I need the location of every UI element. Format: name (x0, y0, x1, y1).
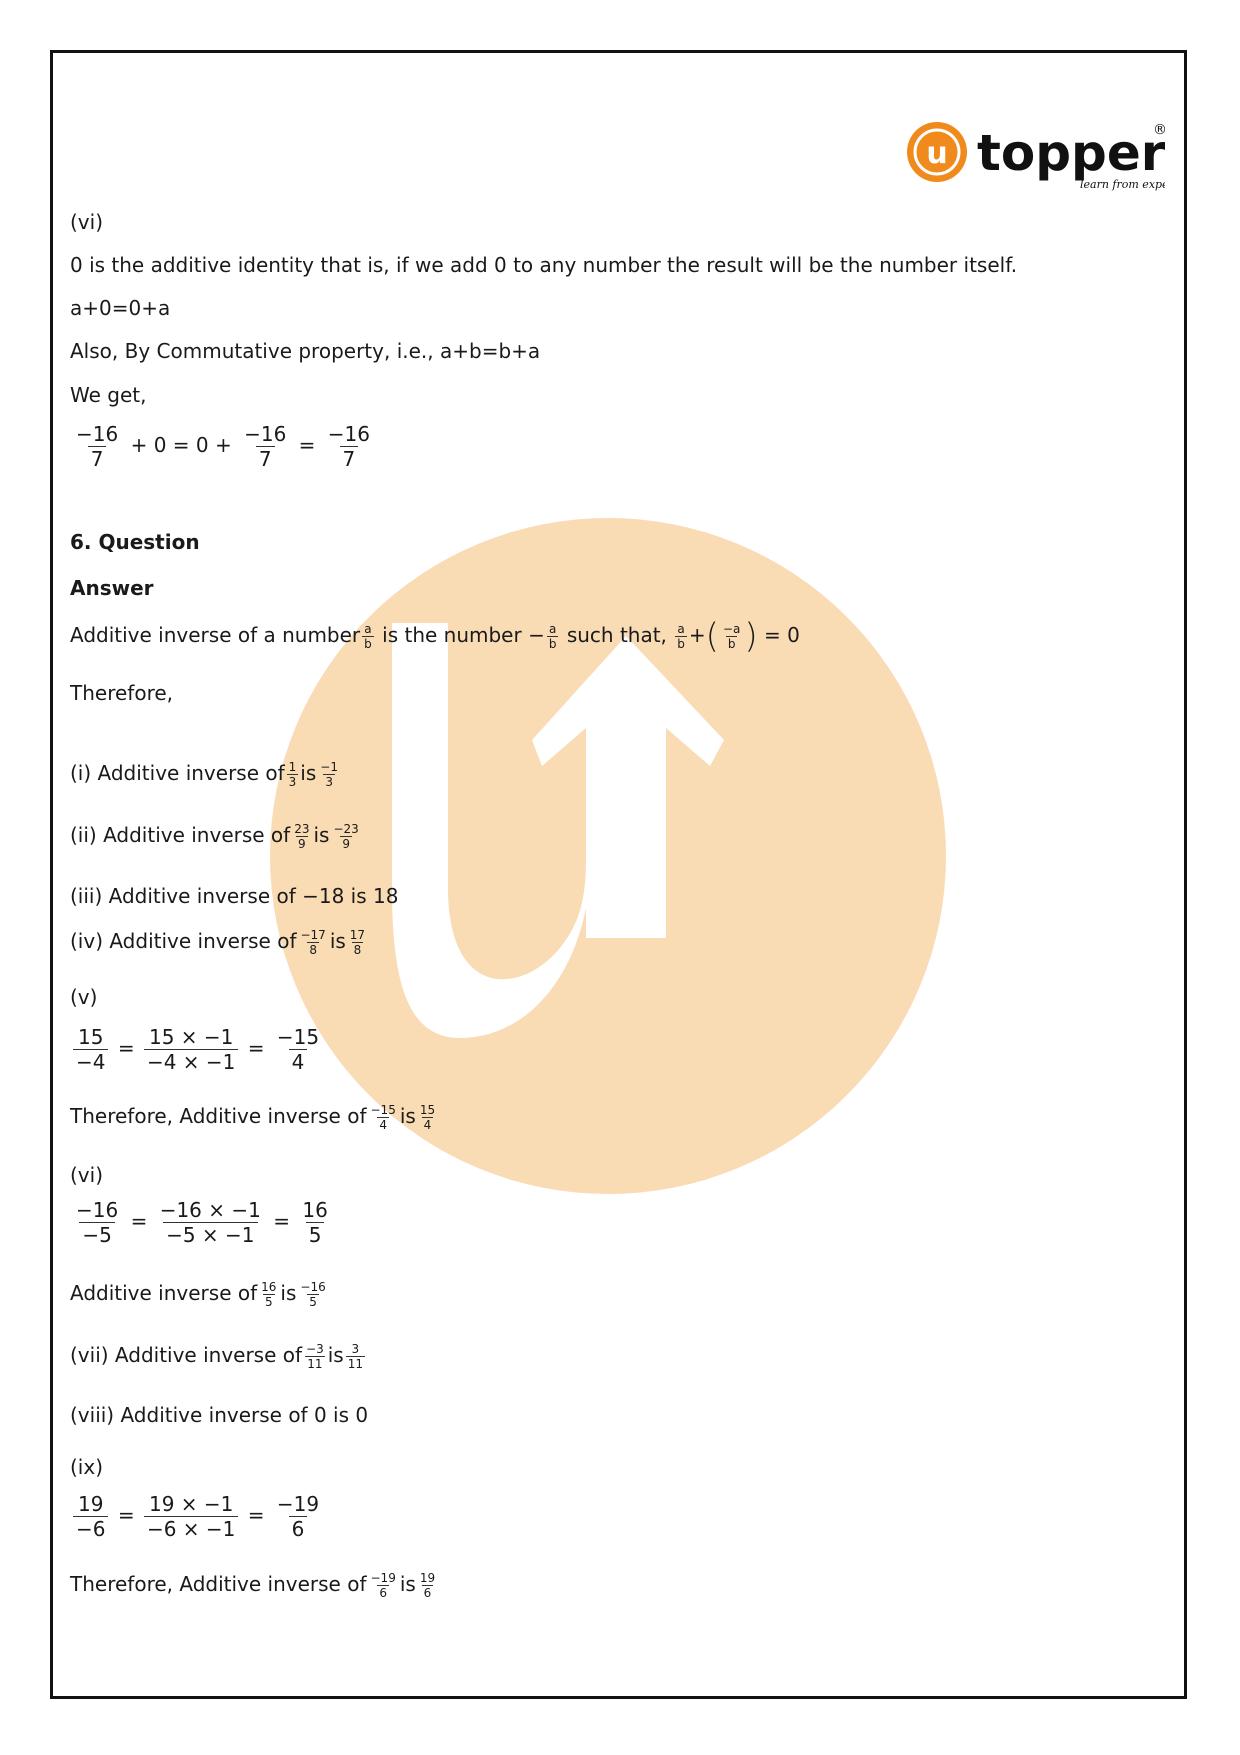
equation-v: $\frac{15}{-4}$ = $\frac{15 \times -1}{-4 \times -1}$ = $\frac{-15}{4}$ (70, 1025, 325, 1074)
question-heading: 6. Question (70, 530, 200, 554)
item-ix-label: (ix) (70, 1455, 103, 1479)
item-vi-result: Additive inverse of $\frac{16}{5}$ is $\frac{-16}{5}$ (70, 1280, 326, 1309)
commutative-text: Also, By Commutative property, i.e., a+b=b+a (70, 339, 541, 363)
answer-heading: Answer (70, 576, 154, 600)
item-ii: (ii) Additive inverse of $\frac{23}{9}$ is $\frac{-23}{9}$ (70, 822, 359, 851)
item-vii: (vii) Additive inverse of $\frac{-3}{11}$ is $\frac{3}{11}$ (70, 1342, 364, 1371)
item-i: (i) Additive inverse of $\frac{1}{3}$ is $\frac{-1}{3}$ (70, 760, 338, 789)
we-get-text: We get, (70, 383, 147, 407)
topper-watermark (270, 518, 946, 1194)
therefore-text: Therefore, (70, 681, 174, 705)
svg-text:u: u (926, 136, 948, 171)
identity-eq: a+0=0+a (70, 296, 171, 320)
item-v-label: (v) (70, 985, 98, 1009)
equation-1: $\frac{-16}{7}$ + 0 = 0 + $\frac{-16}{7}$ = $\frac{-16}{7}$ (76, 422, 371, 471)
subpart-vi-label: (vi) (70, 210, 103, 234)
item-ix-result: Therefore, Additive inverse of $\frac{-19}{6}$ is $\frac{19}{6}$ (70, 1571, 436, 1600)
definition-line: Additive inverse of a number $\frac{a}{b}$ is the number − $\frac{a}{b}$ such that, $\frac{a}{b}$ +( $\frac{-a}{b}$ ) = 0 (70, 616, 800, 657)
topper-logo (905, 118, 1165, 198)
svg-text:learn from experts: learn from exp (1080, 178, 1163, 191)
equation-vi: $\frac{-16}{-5}$ = $\frac{-16 \times -1}{-5 \times -1}$ = $\frac{16}{5}$ (76, 1198, 328, 1247)
identity-text: 0 is the additive identity that is, if we add 0 to any number the result will be the number itself. (70, 253, 1018, 277)
item-iv: (iv) Additive inverse of $\frac{-17}{8}$ is $\frac{17}{8}$ (70, 928, 366, 957)
svg-text:topper: topper (977, 124, 1165, 182)
item-iii: (iii) Additive inverse of −18 is 18 (70, 884, 399, 908)
item-vi-label: (vi) (70, 1163, 103, 1187)
equation-ix: $\frac{19}{-6}$ = $\frac{19 \times -1}{-6 \times -1}$ = $\frac{-19}{6}$ (70, 1492, 325, 1541)
topper-logo-icon (905, 118, 1165, 198)
item-viii: (viii) Additive inverse of 0 is 0 (70, 1403, 369, 1427)
item-v-result: Therefore, Additive inverse of $\frac{-15}{4}$ is $\frac{15}{4}$ (70, 1103, 436, 1132)
svg-text:®: ® (1153, 122, 1165, 138)
